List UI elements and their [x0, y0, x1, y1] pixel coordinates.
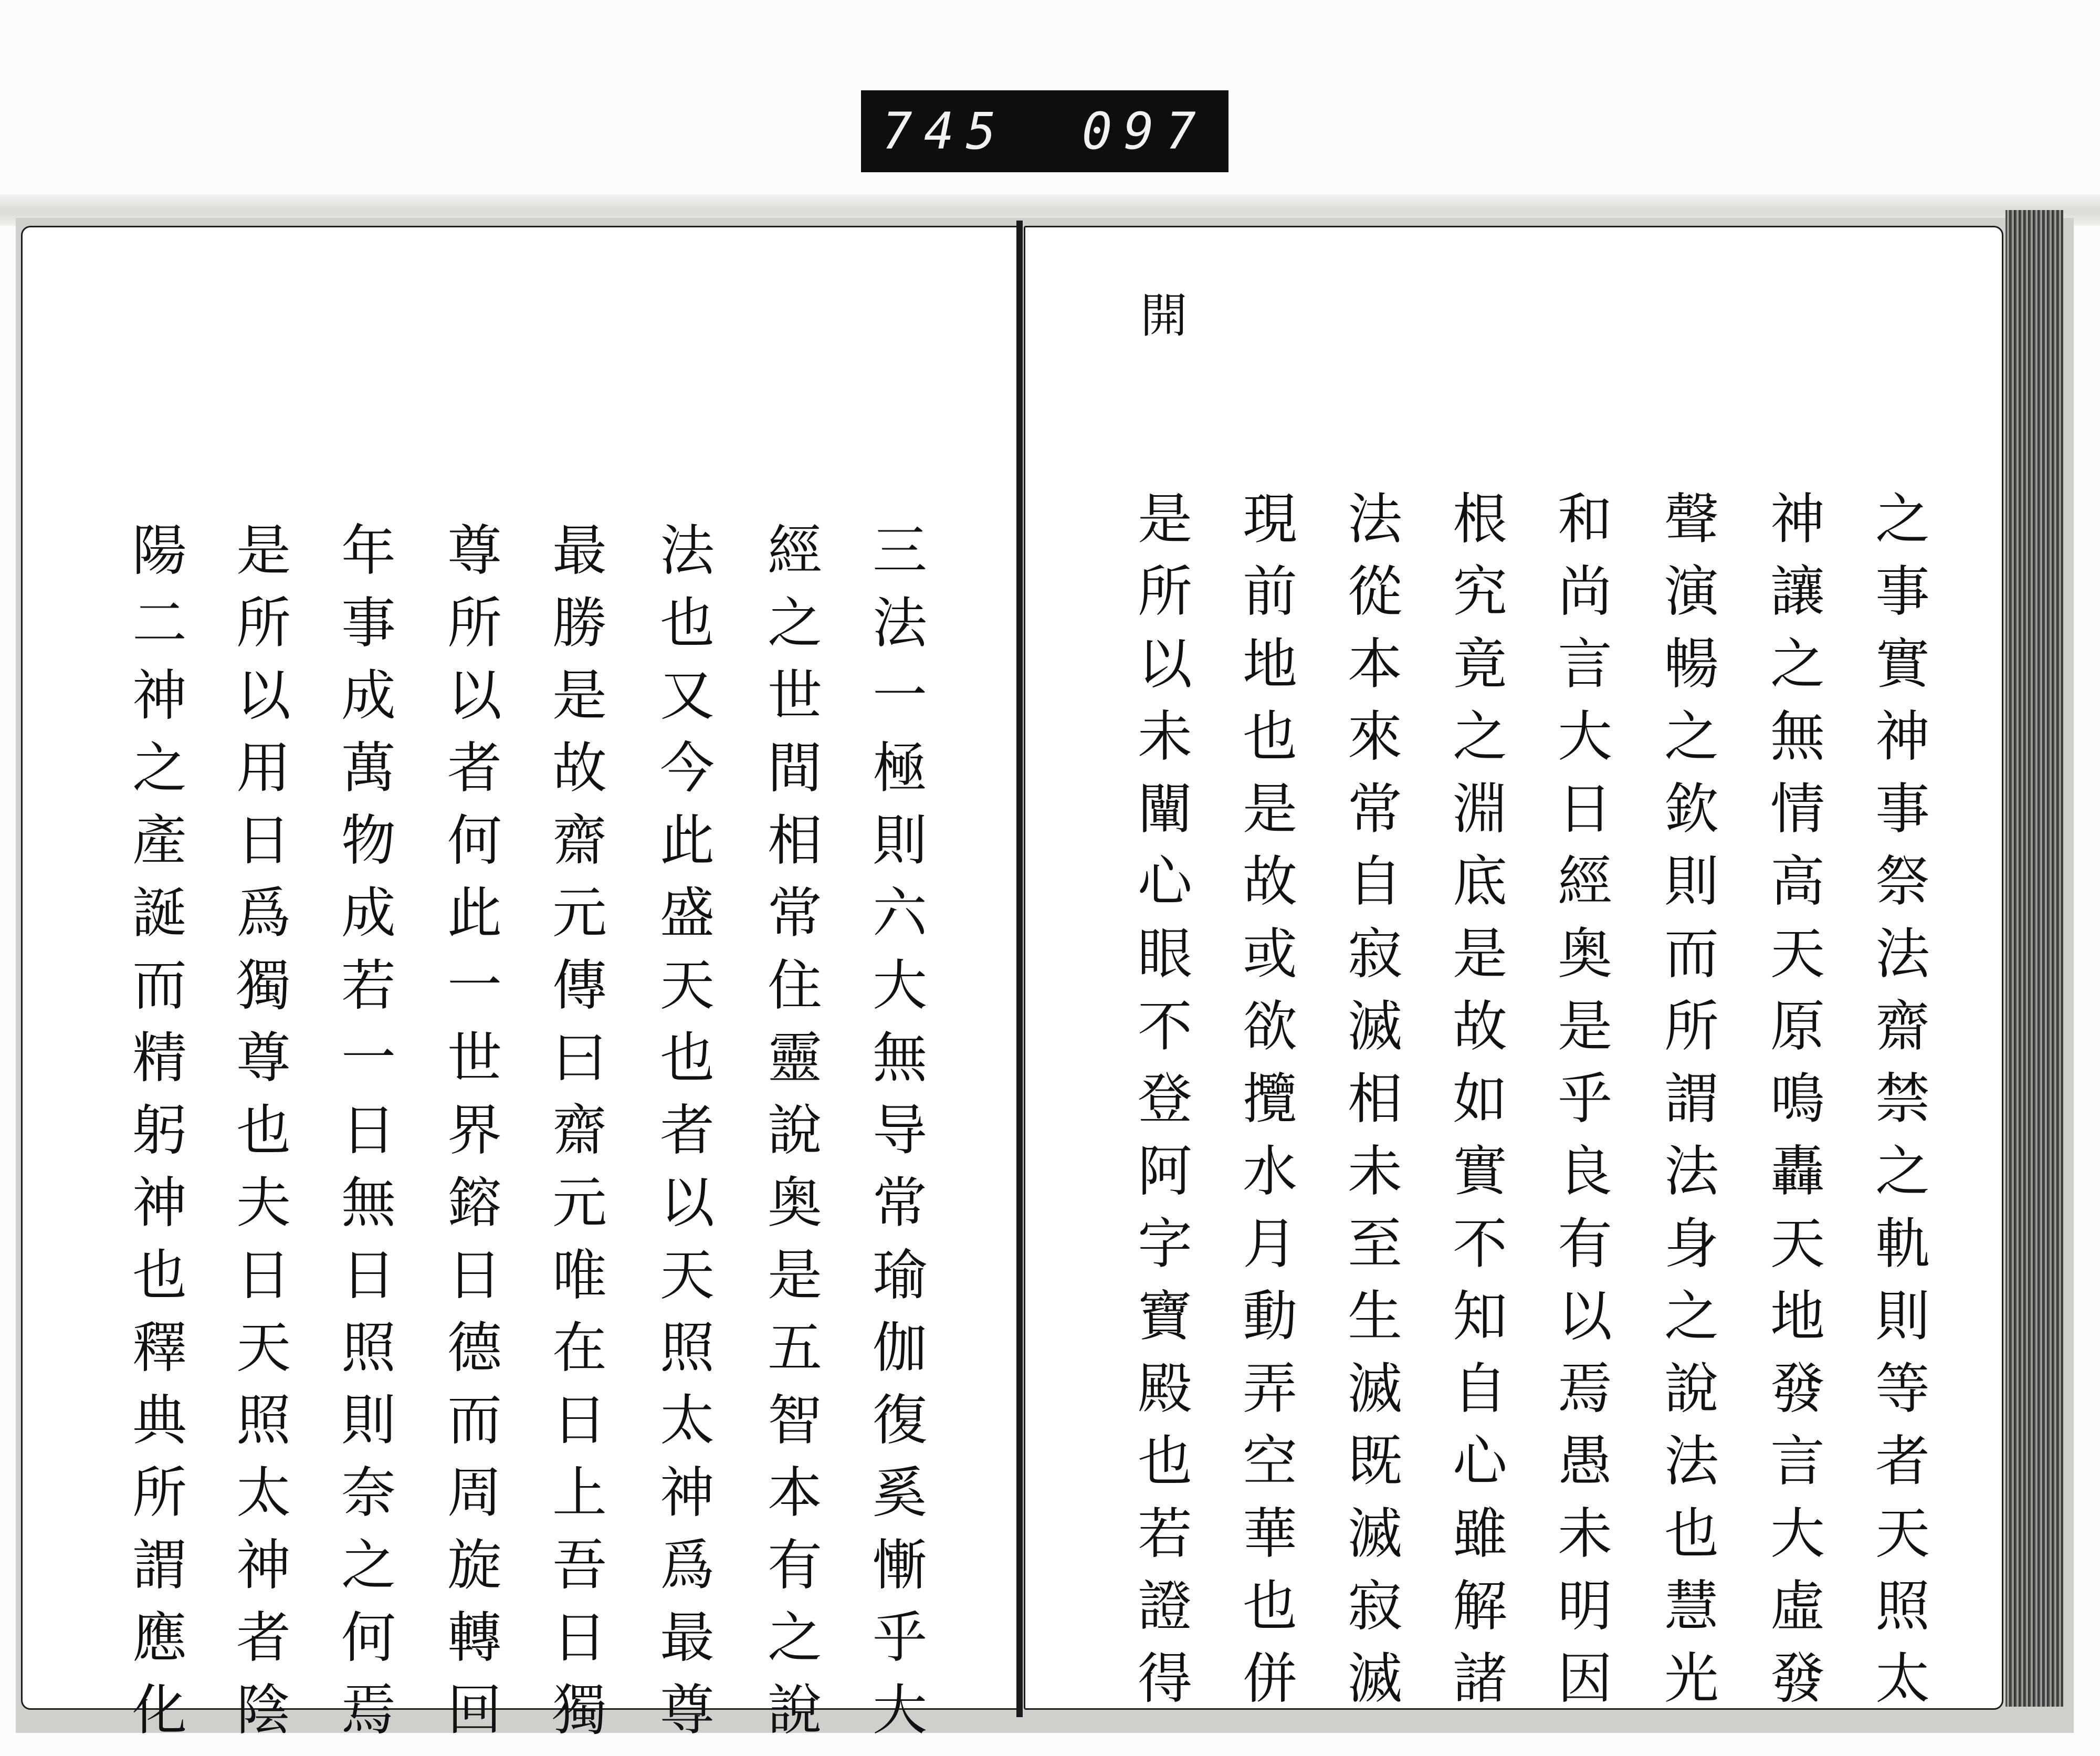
text-column: 之事實神事祭法齋禁之軌則等者天照太 — [1866, 490, 1930, 1722]
text-column: 尊所以者何此一世界鎔日德而周旋轉回 — [438, 521, 502, 1753]
text-column: 最勝是故齋元傳曰齋元唯在日上吾日獨 — [543, 521, 607, 1753]
text-column: 是所以用日爲獨尊也夫日天照太神者陰 — [227, 521, 291, 1753]
text-column: 是所以未闡心眼不登阿字寶殿也若證得 — [1128, 490, 1192, 1722]
frame-number: 097 — [1082, 102, 1208, 161]
text-column: 經之世間相常住靈說奥是五智本有之說 — [758, 521, 822, 1753]
text-column: 和尚言大日經奥是乎良有以焉愚未明因 — [1548, 490, 1612, 1722]
left-page — [21, 226, 1022, 1753]
text-column: 三法一極則六大無导常瑜伽復奚慚乎大 — [863, 521, 927, 1753]
page-edges — [2006, 210, 2063, 1707]
text-column: 現前地也是故或欲攬水月動弄空華也併 — [1233, 490, 1297, 1722]
text-column: 聲演暢之欽則而所謂法身之說法也慧光 — [1655, 490, 1719, 1722]
text-column: 根究竟之淵底是故如實不知自心雖解諸 — [1443, 490, 1507, 1722]
page-heading: 開 — [1132, 290, 1187, 338]
right-page — [1024, 226, 2003, 1722]
text-column: 陽二神之產誕而精躬神也釋典所謂應化 — [123, 521, 187, 1753]
reel-number: 745 — [882, 102, 1008, 161]
text-column: 神讓之無情高天原鳴轟天地發言大虛發 — [1761, 490, 1825, 1722]
text-column: 法從本來常自寂滅相未至生滅既滅寂滅 — [1338, 490, 1402, 1722]
book-spine — [1016, 221, 1023, 1717]
frame-counter — [861, 90, 1228, 172]
text-column: 法也又今此盛天也者以天照太神爲最尊 — [650, 521, 715, 1753]
text-column: 年事成萬物成若一日無日照則奈之何焉 — [332, 521, 396, 1753]
